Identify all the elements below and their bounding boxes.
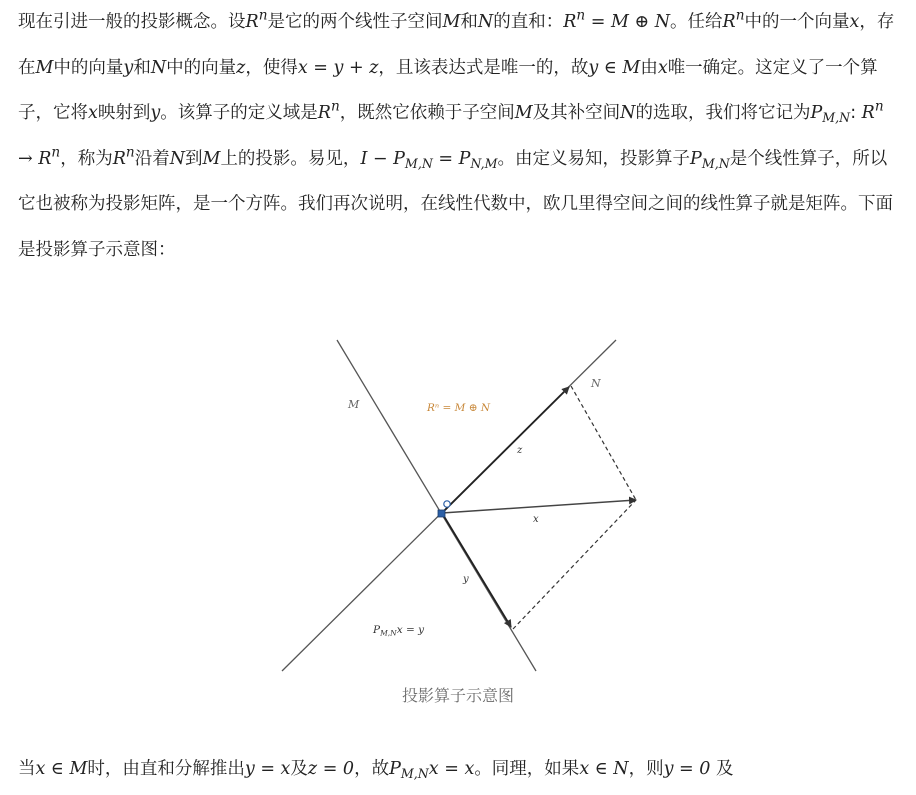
label-m: M [348,398,360,411]
vector-y-arrow [442,513,511,627]
dashed-line-y-to-x [513,500,636,629]
origin-handle [444,501,450,507]
label-projection: $P_{M,N}x = y$ [373,624,425,638]
vector-x-arrow [442,500,636,513]
figure-caption: 投影算子示意图 [401,686,514,705]
label-z: z [517,445,523,456]
intro-paragraph: 现在引进一般的投影概念。设$R^n$是它的两个线性子空间M和N的直和：$R^n = M$ ⊕ N。任给$R^n$中的一个向量x，存在M中的向量y和N中的向量z，使得x = y + z，且该表达式是唯一的，故y ∈ M由x唯一确定。这定义了一个算子，它将x映射到y。该算子的定义域是$R^n$，既然它依赖于子空间M及其补空间N的选取，我们将它记为$P_{M,N}$: $R^n \to R^n$，称为$R^n$沿着N到M上的投影。易见，$I - P_{M,N} = P_{N,M}$。由定义易知，投影算子$P_{M,N}$是个线性算子，所以它也被称为投影矩阵，是一个方阵。我们再次说明，在线性代数中，欧几里得空间之间的线性算子就是矩阵。下面是投影算子示意图： [18,7,895,260]
label-n: N [591,377,601,390]
label-x: x [533,514,539,525]
followup-paragraph: 当x ∈ M时，由直和分解推出y = x及z = 0，故$P_{M,N}x = x$。同理，如果x ∈ N，则y = 0 及 [18,759,734,781]
label-directsum: Rⁿ = M ⊕ N [427,402,491,414]
subspace-m-line [337,340,536,671]
projection-diagram [270,330,650,680]
projection-diagram-svg [270,330,650,680]
dashed-line-z-to-x [571,386,636,500]
origin-point [438,510,445,517]
label-y: y [463,574,469,585]
